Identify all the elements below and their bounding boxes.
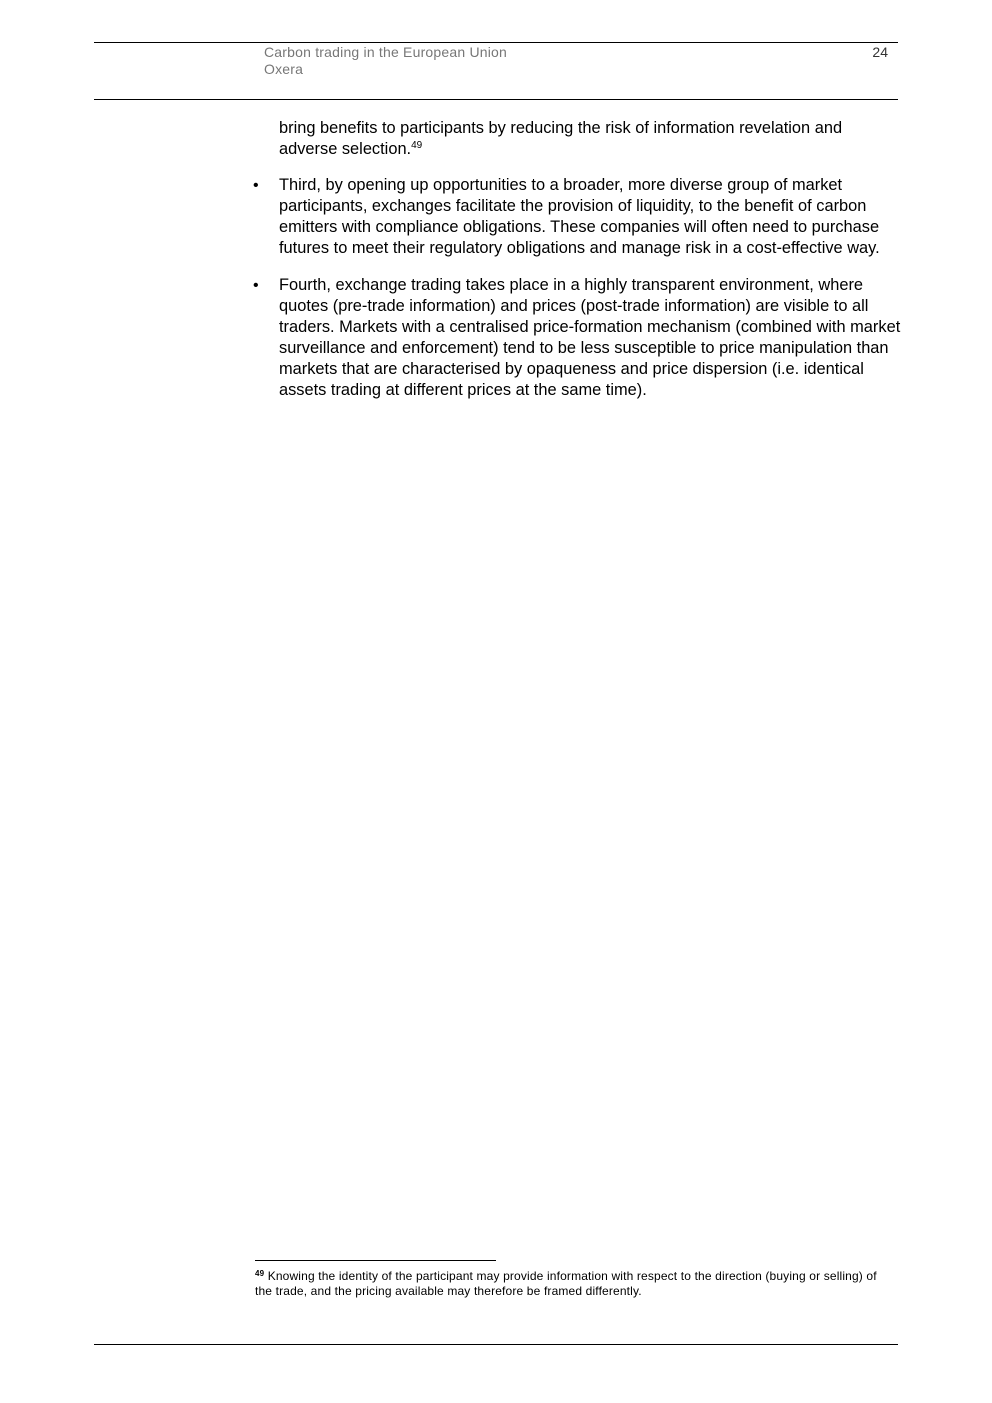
bullet-icon: •	[253, 177, 259, 194]
bullet-text: Third, by opening up opportunities to a broader, more diverse group of market participants, exchanges facilitate the provision of liquidity, to the benefit of carbon emitters with compliance obligations. These companies will often need to purchase futures to meet their regulatory obligations and manage risk in a cost-effective way.	[279, 176, 880, 257]
page-number: 24	[872, 44, 888, 60]
footnote-separator	[255, 1260, 496, 1261]
footnote	[255, 1269, 885, 1299]
footer-rule	[94, 1344, 898, 1345]
continuation-paragraph	[279, 118, 899, 160]
footnote-number: 49	[255, 1269, 265, 1278]
bullet-icon: •	[253, 277, 259, 294]
header-organization: Oxera	[264, 61, 304, 77]
header-bottom-rule	[94, 99, 898, 100]
bullet-list	[253, 175, 903, 417]
bullet-text: Fourth, exchange trading takes place in a highly transparent environment, where quotes (pre-trade information) and prices (post-trade information) are visible to all traders. Markets with a centralised price-formation mechanism (combined with market surveillance and enforcement) tend to be less susceptible to price manipulation than markets that are characterised by opaqueness and price dispersion (i.e. identical assets trading at different prices at the same time).	[279, 276, 901, 399]
continuation-text: bring benefits to participants by reducing the risk of information revelation and adverse selection.	[279, 119, 843, 158]
bullet-item-third	[253, 175, 903, 259]
footnote-reference: 49	[411, 140, 423, 151]
footnote-text: Knowing the identity of the participant may provide information with respect to the direction (buying or selling) of the trade, and the pricing available may therefore be framed differently.	[255, 1269, 877, 1298]
header-document-title: Carbon trading in the European Union	[264, 44, 508, 60]
bullet-item-fourth	[253, 275, 903, 401]
header-top-rule	[94, 42, 898, 43]
